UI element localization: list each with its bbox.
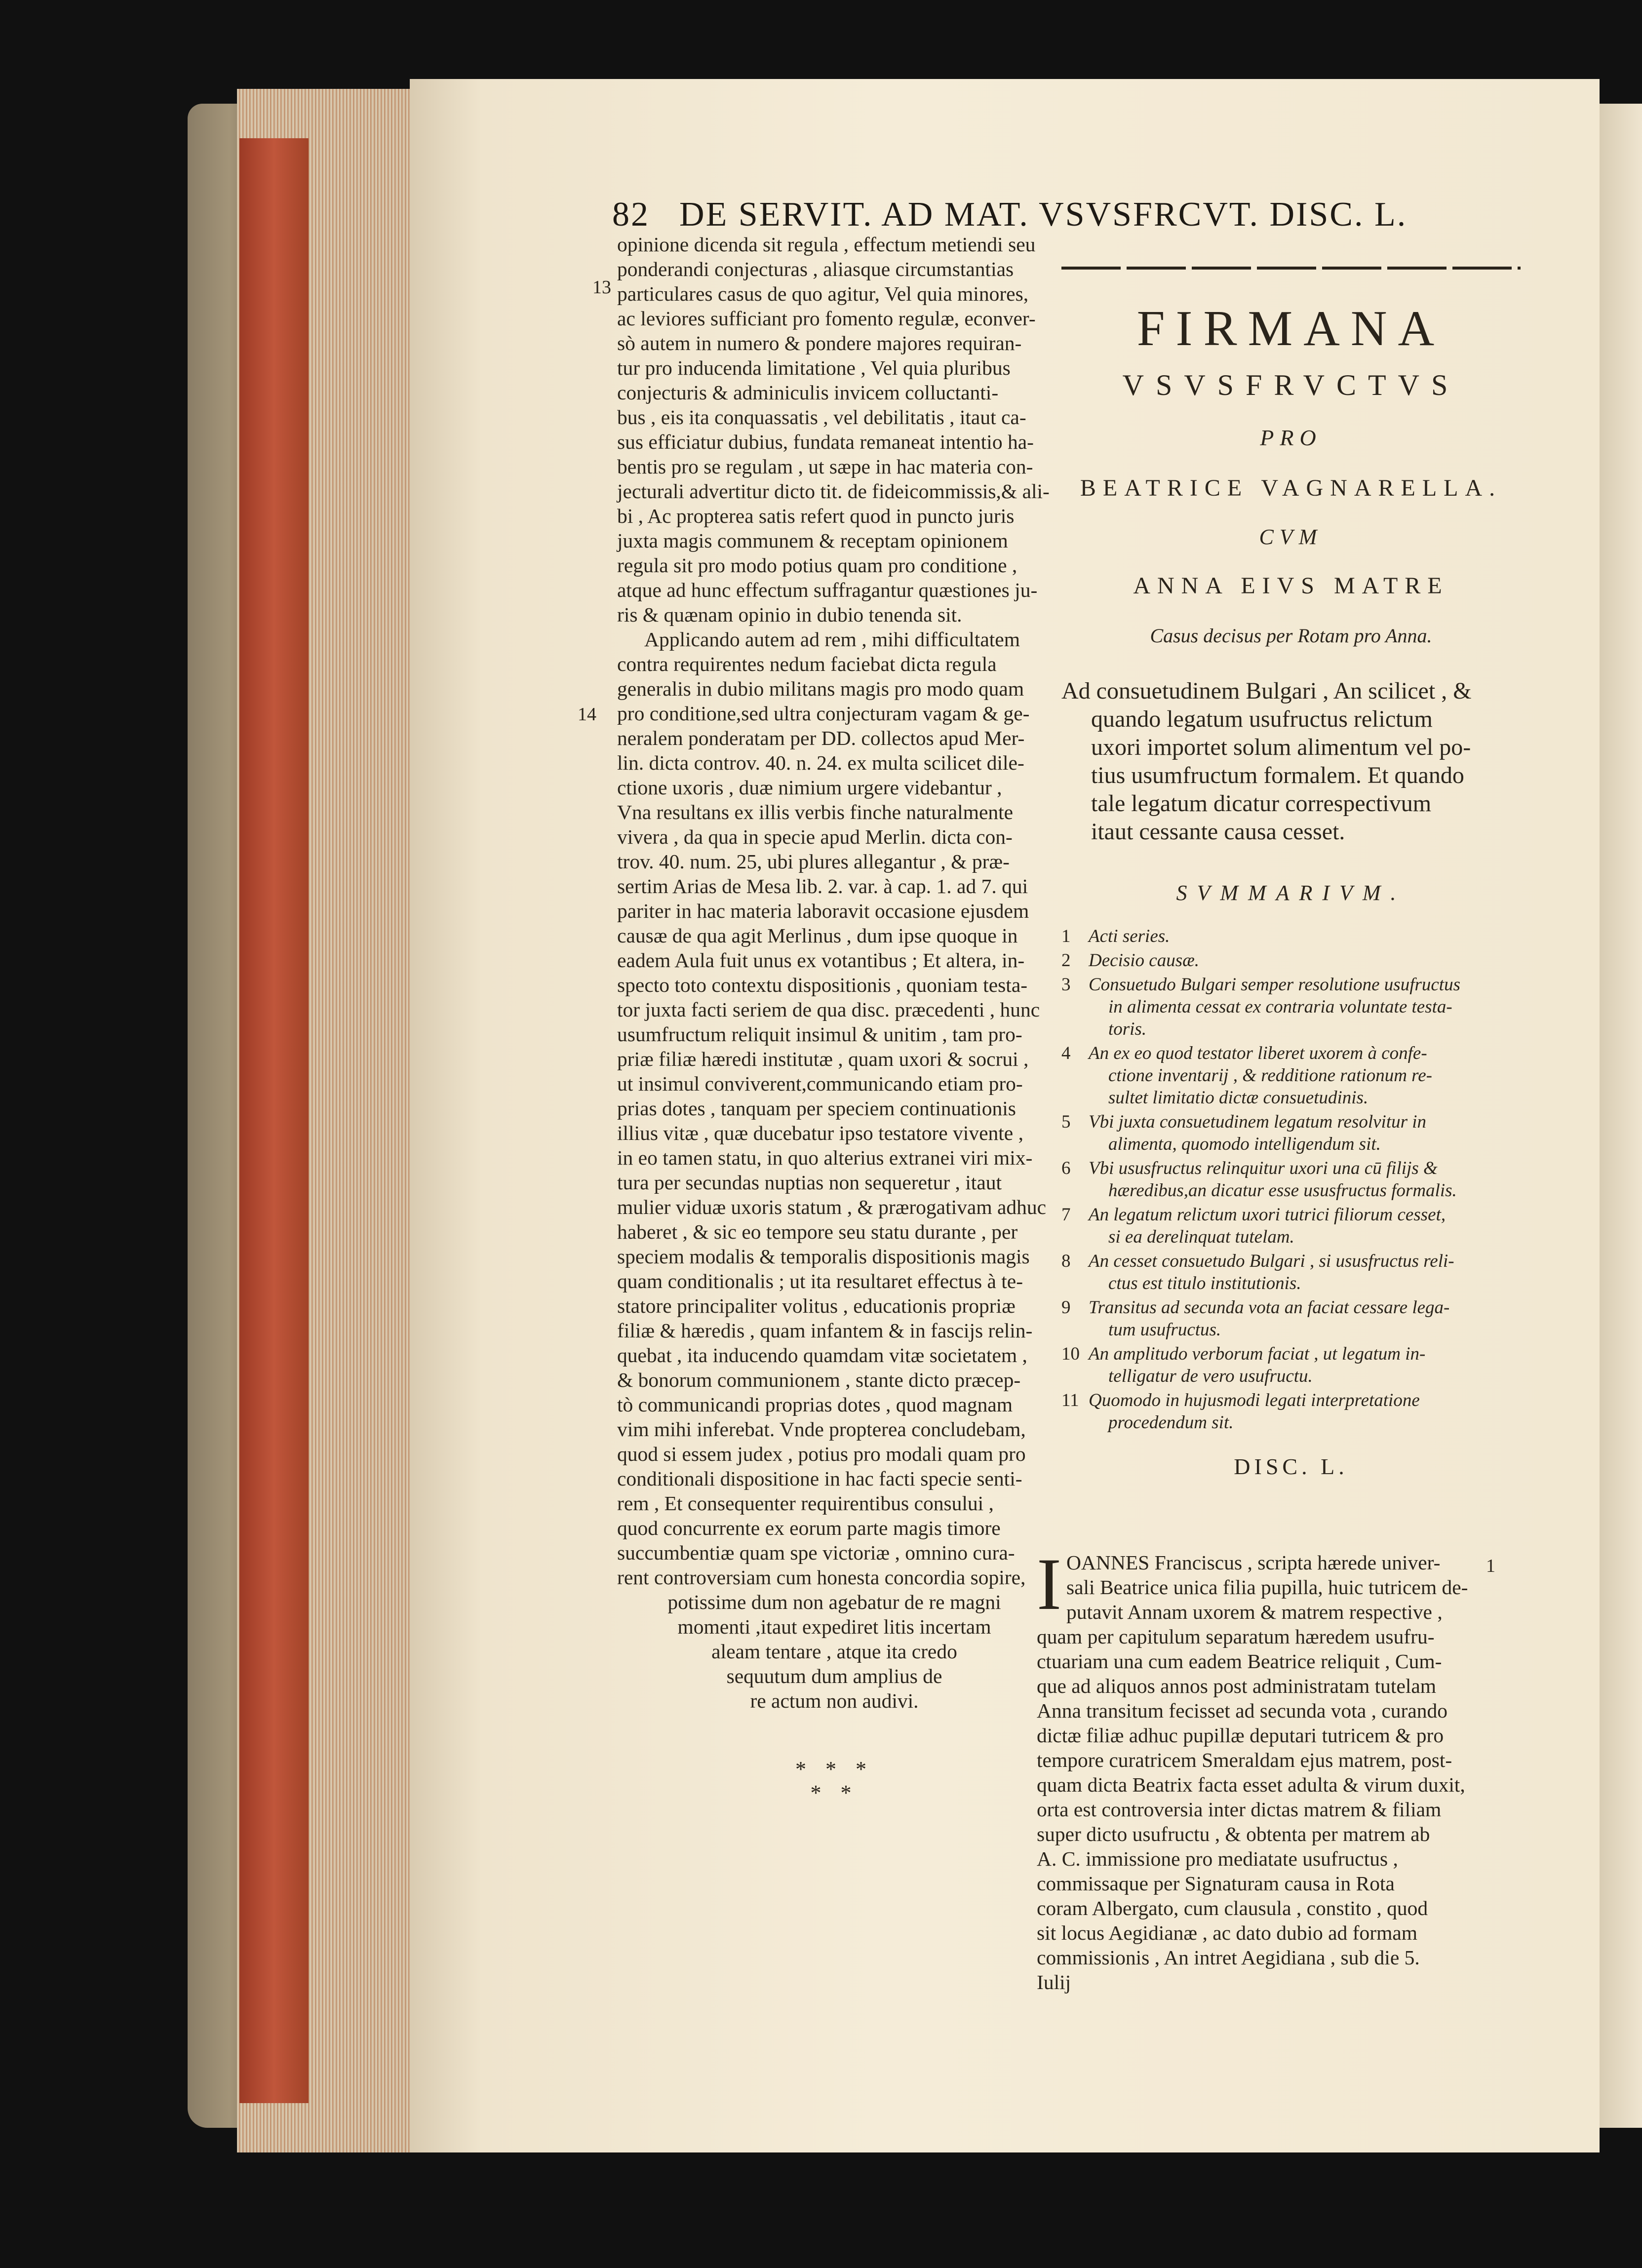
summary-item-text bbox=[1089, 1111, 1521, 1155]
summary-line: Vbi ususfructus relinquitur uxori una cū filijs & bbox=[1089, 1158, 1438, 1178]
summary-item-number: 2 bbox=[1061, 950, 1071, 971]
text-line: Anna transitum fecisset ad secunda vota , curando bbox=[1037, 1699, 1448, 1722]
text-line: OANNES Franciscus , scripta hærede univer- bbox=[1066, 1551, 1441, 1574]
case-title: FIRMANA bbox=[1136, 301, 1446, 356]
text-line: commissionis , An intret Aegidiana , sub die 5. bbox=[1037, 1946, 1420, 1969]
summary-item bbox=[1061, 1204, 1521, 1248]
text-line: tempore curatricem Smeraldam ejus matrem, post- bbox=[1037, 1749, 1452, 1771]
text-line: & bonorum communionem , stante dicto præcep- bbox=[617, 1369, 1021, 1391]
text-line: sus efficiatur dubius, fundata remaneat intentio ha- bbox=[617, 430, 1034, 453]
text-line: pro conditione,sed ultra conjecturam vagam & ge- bbox=[617, 702, 1030, 725]
text-line: bentis pro se regulam , ut sæpe in hac materia con- bbox=[617, 455, 1033, 478]
case-question bbox=[1061, 677, 1521, 846]
text-line: quod si essem judex , potius pro modali quam pro bbox=[617, 1443, 1026, 1465]
text-line: sertim Arias de Mesa lib. 2. var. à cap. 1. ad 7. qui bbox=[617, 875, 1028, 898]
summary-item-number: 10 bbox=[1061, 1344, 1080, 1364]
ink-bleed-stamp bbox=[279, 825, 417, 1109]
text-line: rent controversiam cum honesta concordia sopire, bbox=[617, 1566, 1026, 1589]
summary-item-number: 6 bbox=[1061, 1158, 1071, 1178]
text-line: generalis in dubio militans magis pro modo quam bbox=[617, 677, 1024, 700]
text-line: quam per capitulum separatum hæredem usufru- bbox=[1037, 1625, 1435, 1648]
casus-line: Casus decisus per Rotam pro Anna. bbox=[1150, 625, 1432, 647]
text-line: opinione dicenda sit regula , effectum metiendi seu bbox=[617, 233, 1036, 256]
summary-item-text bbox=[1089, 1250, 1521, 1294]
summary-line: Quomodo in hujusmodi legati interpretatione bbox=[1089, 1390, 1420, 1410]
text-line: neralem ponderatam per DD. collectos apud Mer- bbox=[617, 727, 1025, 749]
summary-item-number: 7 bbox=[1061, 1205, 1071, 1225]
summary-line: tum usufructus. bbox=[1108, 1320, 1221, 1340]
text-line: rem , Et consequenter requirentibus consului , bbox=[617, 1492, 994, 1515]
text-line: tor juxta facti seriem de qua disc. præcedenti , hunc bbox=[617, 998, 1040, 1021]
summary-line: Vbi juxta consuetudinem legatum resolvitur in bbox=[1089, 1112, 1427, 1132]
summary-line: sultet limitatio dictæ consuetudinis. bbox=[1108, 1088, 1368, 1108]
disc-text bbox=[1037, 1543, 1516, 1994]
summary-item bbox=[1061, 1042, 1521, 1109]
question-line: itaut cessante causa cesset. bbox=[1091, 819, 1345, 845]
summary-item-text bbox=[1089, 949, 1521, 972]
text-line: ponderandi conjecturas , aliasque circumstantias bbox=[617, 258, 1014, 280]
summary-line: toris. bbox=[1108, 1019, 1147, 1039]
summary-line: si ea derelinquat tutelam. bbox=[1108, 1227, 1294, 1247]
left-column bbox=[617, 232, 1052, 1805]
text-line: conjecturis & adminiculis invicem colluctanti- bbox=[617, 381, 999, 404]
text-line: ac leviores sufficiant pro fomento regulæ, econver- bbox=[617, 307, 1036, 330]
text-line: juxta magis communem & receptam opinionem bbox=[617, 529, 1008, 552]
text-line: Iulij bbox=[1037, 1971, 1071, 1994]
text-line: Applicando autem ad rem , mihi difficultatem bbox=[644, 628, 1020, 651]
disc-heading: DISC. L. bbox=[1234, 1454, 1348, 1479]
text-line: ut insimul conviverent,communicando etiam pro- bbox=[617, 1072, 1023, 1095]
text-line: bus , eis ita conquassatis , vel debilitatis , itaut ca- bbox=[617, 406, 1026, 429]
text-line: tur pro inducenda limitatione , Vel quia pluribus bbox=[617, 356, 1011, 379]
text-line: succumbentiæ quam spe victoriæ , omnino cura- bbox=[617, 1541, 1015, 1564]
summary-line: hæredibus,an dicatur esse ususfructus formalis. bbox=[1108, 1180, 1457, 1201]
text-line: mulier viduæ uxoris statum , & prærogativam adhuc bbox=[617, 1196, 1047, 1218]
party-two: ANNA EIVS MATRE bbox=[1133, 573, 1449, 599]
text-line: prias dotes , tanquam per speciem continuationis bbox=[617, 1097, 1016, 1120]
summary-item-number: 11 bbox=[1061, 1390, 1079, 1410]
text-line: vivera , da qua in specie apud Merlin. dicta con- bbox=[617, 825, 1013, 848]
drop-capital: I bbox=[1037, 1543, 1061, 1625]
question-line: Ad consuetudinem Bulgari , An scilicet , & bbox=[1061, 678, 1472, 704]
margin-number: 13 bbox=[592, 277, 611, 298]
summary-item bbox=[1061, 1250, 1521, 1294]
text-line: ctione uxoris , duæ nimium urgere videbantur , bbox=[617, 776, 1002, 799]
text-line: illius vitæ , quæ ducebatur ipso testatore vivente , bbox=[617, 1122, 1023, 1144]
text-line: quebat , ita inducendo quamdam vitæ societatem , bbox=[617, 1344, 1027, 1367]
text-line: ctuariam una cum eadem Beatrice reliquit , Cum- bbox=[1037, 1650, 1442, 1673]
text-line: momenti ,itaut expediret litis incertam bbox=[677, 1615, 991, 1638]
summary-item bbox=[1061, 1111, 1521, 1155]
pro-label: PRO bbox=[1260, 425, 1322, 450]
text-line: potissime dum non agebatur de re magni bbox=[667, 1591, 1001, 1613]
margin-number: 14 bbox=[578, 704, 596, 725]
text-line: ris & quænam opinio in dubio tenenda sit. bbox=[617, 603, 962, 626]
summary-item-number: 9 bbox=[1061, 1297, 1071, 1318]
text-line: sequutum dum amplius de bbox=[726, 1665, 942, 1687]
summary-line: Acti series. bbox=[1089, 926, 1170, 946]
summary-item bbox=[1061, 1157, 1521, 1202]
text-line: quam dicta Beatrix facta esset adulta & virum duxit, bbox=[1037, 1773, 1465, 1796]
summary-item-text bbox=[1089, 974, 1521, 1040]
text-line: contra requirentes nedum faciebat dicta regula bbox=[617, 653, 997, 675]
text-line: specto toto contextu dispositionis , quoniam testa- bbox=[617, 974, 1028, 996]
text-line: pariter in hac materia laboravit occasione ejusdem bbox=[617, 899, 1029, 922]
text-line: atque ad hunc effectum suffragantur quæstiones ju- bbox=[617, 579, 1038, 601]
summary-item bbox=[1061, 974, 1521, 1040]
text-line: bi , Ac propterea satis refert quod in puncto juris bbox=[617, 505, 1015, 527]
question-line: tale legatum dicatur correspectivum bbox=[1091, 790, 1432, 817]
case-subtitle: VSVSFRVCTVS bbox=[1122, 369, 1460, 401]
text-line: jecturali advertitur dicto tit. de fideicommissis,& ali- bbox=[617, 480, 1050, 503]
summary-item-text bbox=[1089, 925, 1521, 947]
text-line: causæ de qua agit Merlinus , dum ipse quoque in bbox=[617, 924, 1018, 947]
facing-page-edge bbox=[1600, 104, 1642, 2128]
question-line: quando legatum usufructus relictum bbox=[1091, 706, 1433, 732]
summary-item-number: 4 bbox=[1061, 1043, 1071, 1063]
summary-line: telligatur de vero usufructu. bbox=[1108, 1366, 1313, 1386]
header-rule bbox=[1061, 267, 1521, 270]
party-one: BEATRICE VAGNARELLA. bbox=[1080, 475, 1502, 501]
summary-item-number: 3 bbox=[1061, 975, 1071, 995]
text-line: re actum non audivi. bbox=[750, 1689, 919, 1712]
summary-line: An ex eo quod testator liberet uxorem à confe- bbox=[1089, 1043, 1427, 1063]
text-line: super dicto usufructu , & obtenta per matrem ab bbox=[1037, 1823, 1430, 1845]
summary-item-text bbox=[1089, 1157, 1521, 1202]
page-number: 82 bbox=[612, 196, 650, 234]
text-line: coram Albergato, cum clausula , constito , quod bbox=[1037, 1897, 1428, 1919]
summary-item-number: 5 bbox=[1061, 1112, 1071, 1132]
text-line: Vna resultans ex illis verbis finche naturalmente bbox=[617, 801, 1014, 823]
text-line: lin. dicta controv. 40. n. 24. ex multa scilicet dile- bbox=[617, 751, 1024, 774]
summary-item-text bbox=[1089, 1389, 1521, 1434]
cum-label: CVM bbox=[1259, 525, 1323, 549]
summary-line: An amplitudo verborum faciat , ut legatum in- bbox=[1089, 1344, 1426, 1364]
disc-body bbox=[1037, 1543, 1516, 1994]
text-line: dictæ filiæ adhuc pupillæ deputari tutricem & pro bbox=[1037, 1724, 1444, 1747]
summarium-title: SVMMARIVM. bbox=[1176, 881, 1406, 905]
summary-line: Consuetudo Bulgari semper resolutione usufructus bbox=[1089, 975, 1460, 995]
text-line: particulares casus de quo agitur, Vel quia minores, bbox=[617, 282, 1029, 305]
text-line: priæ filiæ hæredi institutæ , quam uxori & socrui , bbox=[617, 1048, 1029, 1070]
text-line: que ad aliquos annos post administratam tutelam bbox=[1037, 1675, 1437, 1697]
text-line: haberet , & sic eo tempore seu statu durante , per bbox=[617, 1220, 1018, 1243]
summary-line: in alimenta cessat ex contraria voluntate testa- bbox=[1108, 997, 1452, 1017]
margin-number: 1 bbox=[1486, 1556, 1495, 1576]
summary-line: alimenta, quomodo intelligendum sit. bbox=[1108, 1134, 1381, 1154]
text-line: putavit Annam uxorem & matrem respective , bbox=[1066, 1601, 1443, 1623]
right-column bbox=[1061, 232, 1521, 1480]
text-line: orta est controversia inter dictas matrem & filiam bbox=[1037, 1798, 1442, 1821]
text-line: A. C. immissione pro mediatate usufructus , bbox=[1037, 1847, 1398, 1870]
text-line: in eo tamen statu, in quo alterius extranei viri mix- bbox=[617, 1146, 1033, 1169]
text-line: trov. 40. num. 25, ubi plures allegantur , & præ- bbox=[617, 850, 1010, 873]
text-line: usumfructum reliquit insimul & unitim , tam pro- bbox=[617, 1023, 1022, 1046]
question-line: tius usumfructum formalem. Et quando bbox=[1091, 762, 1464, 788]
text-line: sit locus Aegidianæ , ac dato dubio ad formam bbox=[1037, 1921, 1418, 1944]
paragraph-continued bbox=[617, 232, 1052, 627]
summary-item-number: 8 bbox=[1061, 1251, 1071, 1271]
summary-line: ctus est titulo institutionis. bbox=[1108, 1273, 1301, 1293]
question-line: uxori importet solum alimentum vel po- bbox=[1091, 734, 1471, 760]
summary-line: procedendum sit. bbox=[1108, 1412, 1234, 1433]
summary-item-text bbox=[1089, 1204, 1521, 1248]
text-line: vim mihi inferebat. Vnde propterea concludebam, bbox=[617, 1418, 1026, 1441]
text-line: quod concurrente ex eorum parte magis timore bbox=[617, 1517, 1001, 1539]
text-line: filiæ & hæredis , quam infantem & in fascijs relin- bbox=[617, 1319, 1033, 1342]
red-page-edge bbox=[239, 138, 309, 2103]
summary-line: Decisio causæ. bbox=[1089, 950, 1200, 971]
summary-line: An legatum relictum uxori tutrici filiorum cesset, bbox=[1089, 1205, 1446, 1225]
summary-line: An cesset consuetudo Bulgari , si ususfructus reli- bbox=[1089, 1251, 1454, 1271]
closing-lines bbox=[617, 1590, 1052, 1713]
running-head-title: DE SERVIT. AD MAT. VSVSFRCVT. DISC. L. bbox=[679, 196, 1407, 234]
ornament-stars: * * * * * bbox=[795, 1757, 873, 1805]
text-line: regula sit pro modo potius quam pro conditione , bbox=[617, 554, 1017, 577]
summary-list bbox=[1061, 925, 1521, 1434]
summary-item bbox=[1061, 949, 1521, 972]
summary-line: Transitus ad secunda vota an faciat cessare lega- bbox=[1089, 1297, 1450, 1318]
summary-item bbox=[1061, 925, 1521, 947]
text-line: sali Beatrice unica filia pupilla, huic tutricem de- bbox=[1066, 1576, 1468, 1599]
summary-item-text bbox=[1089, 1042, 1521, 1109]
text-line: aleam tentare , atque ita credo bbox=[711, 1640, 957, 1663]
text-line: speciem modalis & temporalis dispositionis magis bbox=[617, 1245, 1030, 1268]
summary-item-number: 1 bbox=[1061, 926, 1071, 946]
summary-item-text bbox=[1089, 1343, 1521, 1387]
text-line: conditionali dispositione in hac facti specie senti- bbox=[617, 1467, 1022, 1490]
text-line: tò communicandi proprias dotes , quod magnam bbox=[617, 1393, 1013, 1416]
summary-item-text bbox=[1089, 1296, 1521, 1341]
text-line: eadem Aula fuit unus ex votantibus ; Et altera, in- bbox=[617, 949, 1025, 972]
summary-item bbox=[1061, 1296, 1521, 1341]
text-line: statore principaliter volitus , educationis propriæ bbox=[617, 1294, 1016, 1317]
summary-item bbox=[1061, 1343, 1521, 1387]
text-line: sò autem in numero & pondere majores requiran- bbox=[617, 332, 1022, 354]
paragraph-applicando bbox=[617, 627, 1052, 1590]
text-line: quam conditionalis ; ut ita resultaret effectus à te- bbox=[617, 1270, 1023, 1292]
summary-line: ctione inventarij , & redditione rationum re- bbox=[1108, 1065, 1432, 1086]
summary-item bbox=[1061, 1389, 1521, 1434]
text-line: tura per secundas nuptias non sequeretur , itaut bbox=[617, 1171, 1002, 1194]
text-line: commissaque per Signaturam causa in Rota bbox=[1037, 1872, 1395, 1895]
